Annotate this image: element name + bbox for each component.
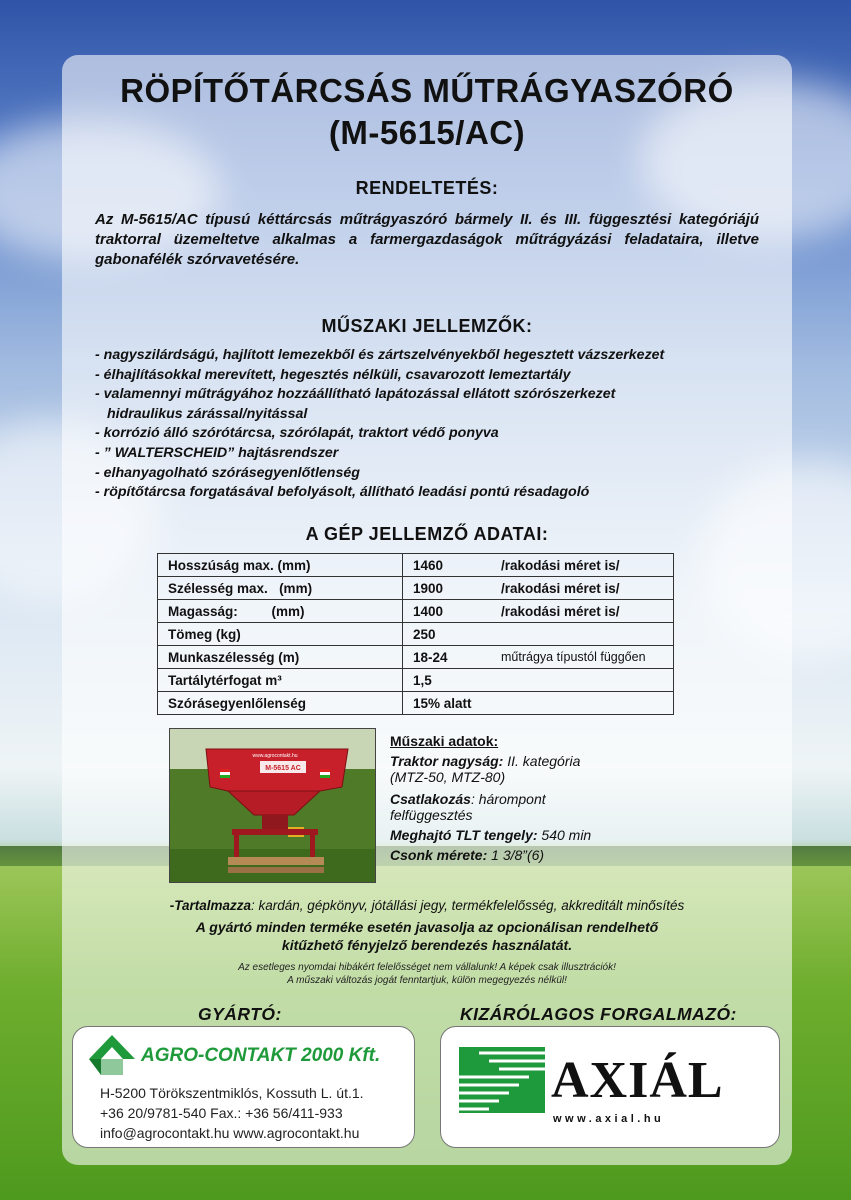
purpose-heading: RENDELTETÉS: <box>355 178 499 198</box>
manufacturer-contact: info@agrocontakt.hu www.agrocontakt.hu <box>100 1125 360 1141</box>
list-item: hidraulikus zárással/nyitással <box>107 405 308 422</box>
stub-label: Csonk mérete: <box>390 846 488 863</box>
spec-value: 1400 <box>413 604 444 619</box>
spec-note: /rakodási méret is/ <box>501 558 620 573</box>
tractor-value: II. kategória <box>503 752 581 769</box>
spec-note: műtrágya típustól függően <box>501 650 646 664</box>
list-item: - korrózió álló szórótárcsa, szórólapát, traktort védő ponyva <box>95 425 499 442</box>
table-row <box>158 692 674 715</box>
spec-cell <box>403 623 674 646</box>
stub-value: 1 3/8”(6) <box>487 846 545 863</box>
brand-text: www.agrocontakt.hu <box>252 753 298 759</box>
spec-cell <box>403 600 674 623</box>
spec-cell <box>403 554 674 577</box>
manufacturer-name: AGRO-CONTAKT 2000 Kft. <box>141 1045 381 1066</box>
spec-label: Szórásegyenlőlenség <box>158 692 403 715</box>
spec-value: 1900 <box>413 581 444 596</box>
disclaimer <box>62 961 792 987</box>
model-subtitle: (M-5615/AC) <box>328 114 526 151</box>
manufacturer-phones: +36 20/9781-540 Fax.: +36 56/411-933 <box>100 1105 343 1121</box>
table-row <box>158 623 674 646</box>
spec-label: Tömeg (kg) <box>158 623 403 646</box>
table-row <box>158 646 674 669</box>
spec-cell <box>403 692 674 715</box>
technical-heading: Műszaki adatok: <box>390 733 499 749</box>
connection-label: Csatlakozás <box>390 790 471 807</box>
package-contents <box>62 898 792 913</box>
list-item: - röpítőtárcsa forgatásával befolyásolt, állítható leadási pontú résadagoló <box>95 484 590 501</box>
spec-note: /rakodási méret is/ <box>501 581 620 596</box>
tractor-models: (MTZ-50, MTZ-80) <box>390 769 506 786</box>
model-plate-text: M-5615 AC <box>265 765 301 772</box>
table-row <box>158 577 674 600</box>
distributor-url: www.axial.hu <box>553 1113 665 1125</box>
recommend-line: A gyártó minden terméke esetén javasolja az opcionálisan rendelhető <box>195 919 659 935</box>
spec-value: 18-24 <box>413 650 448 665</box>
features-list <box>95 346 775 503</box>
spec-label: Munkaszélesség (m) <box>158 646 403 669</box>
recommend-line: kitűzhető fényjelző berendezés használatát. <box>281 937 573 953</box>
list-item: - elhanyagolható szórásegyenlőtlenség <box>95 464 360 481</box>
manufacturer-card <box>72 1026 415 1148</box>
fertilizer-spreader-illustration <box>170 729 376 883</box>
axial-logo-icon <box>459 1047 545 1113</box>
distributor-name: AXIÁL <box>551 1052 724 1109</box>
spec-label: Tartálytérfogat m³ <box>158 669 403 692</box>
spec-value: 250 <box>413 627 436 642</box>
spec-cell <box>403 646 674 669</box>
list-item: - élhajlításokkal merevített, hegesztés nélküli, csavarozott lemeztartály <box>95 366 571 383</box>
distributor-label: KIZÁRÓLAGOS FORGALMAZÓ: <box>460 1004 737 1024</box>
pto-value: 540 min <box>537 826 592 843</box>
manufacturer-label: GYÁRTÓ: <box>198 1004 282 1024</box>
recommendation <box>62 918 792 954</box>
disclaimer-line: Az esetleges nyomdai hibákért felelősséget nem vállalunk! A képek csak illusztrációk! <box>238 962 616 973</box>
specs-table <box>157 553 674 715</box>
spec-value: 1,5 <box>413 673 432 688</box>
contents-label: -Tartalmazza <box>169 898 252 913</box>
features-heading: MŰSZAKI JELLEMZŐK: <box>321 316 533 336</box>
connection-value-2: felfüggesztés <box>390 807 473 824</box>
connection-value: : hárompont <box>470 790 546 807</box>
tractor-label: Traktor nagyság: <box>390 752 504 769</box>
spec-note: /rakodási méret is/ <box>501 604 620 619</box>
product-photo <box>169 728 376 883</box>
spec-cell <box>403 577 674 600</box>
manufacturer-address: H-5200 Törökszentmiklós, Kossuth L. út.1. <box>100 1085 364 1101</box>
spec-value: 1460 <box>413 558 444 573</box>
list-item: - ” WALTERSCHEID” hajtásrendszer <box>95 444 339 461</box>
technical-data <box>390 733 660 863</box>
pto-label: Meghajtó TLT tengely: <box>390 826 538 843</box>
table-row <box>158 669 674 692</box>
distributor-card <box>440 1026 780 1148</box>
agro-contakt-logo-icon <box>87 1033 137 1077</box>
table-row <box>158 554 674 577</box>
purpose-text: Az M-5615/AC típusú kéttárcsás műtrágyaszóró bármely II. és III. függesztési kategóriájú traktorral üzemeltetve alkalmas a farmergazdaságok műtrágyázási feladataira, illetve gabonafélék szórvavetésére. <box>95 211 759 268</box>
spec-label: Hosszúság max. (mm) <box>158 554 403 577</box>
spec-cell <box>403 669 674 692</box>
table-row <box>158 600 674 623</box>
page-title: RÖPÍTŐTÁRCSÁS MŰTRÁGYASZÓRÓ <box>120 72 734 109</box>
spec-label: Magasság: (mm) <box>158 600 403 623</box>
specs-heading: A GÉP JELLEMZŐ ADATAI: <box>305 524 549 544</box>
contents-value: : kardán, gépkönyv, jótállási jegy, termékfelelősség, akkreditált minősítés <box>251 898 685 913</box>
list-item: - valamennyi műtrágyához hozzáállítható lapátozással ellátott szórószerkezet <box>95 386 616 403</box>
spec-label: Szélesség max. (mm) <box>158 577 403 600</box>
disclaimer-line: A műszaki változás jogát fenntartjuk, külön megegyezés nélkül! <box>287 975 567 986</box>
list-item: - nagyszilárdságú, hajlított lemezekből és zártszelvényekből hegesztett vázszerkezet <box>95 347 665 363</box>
spec-value: 15% alatt <box>413 696 472 711</box>
